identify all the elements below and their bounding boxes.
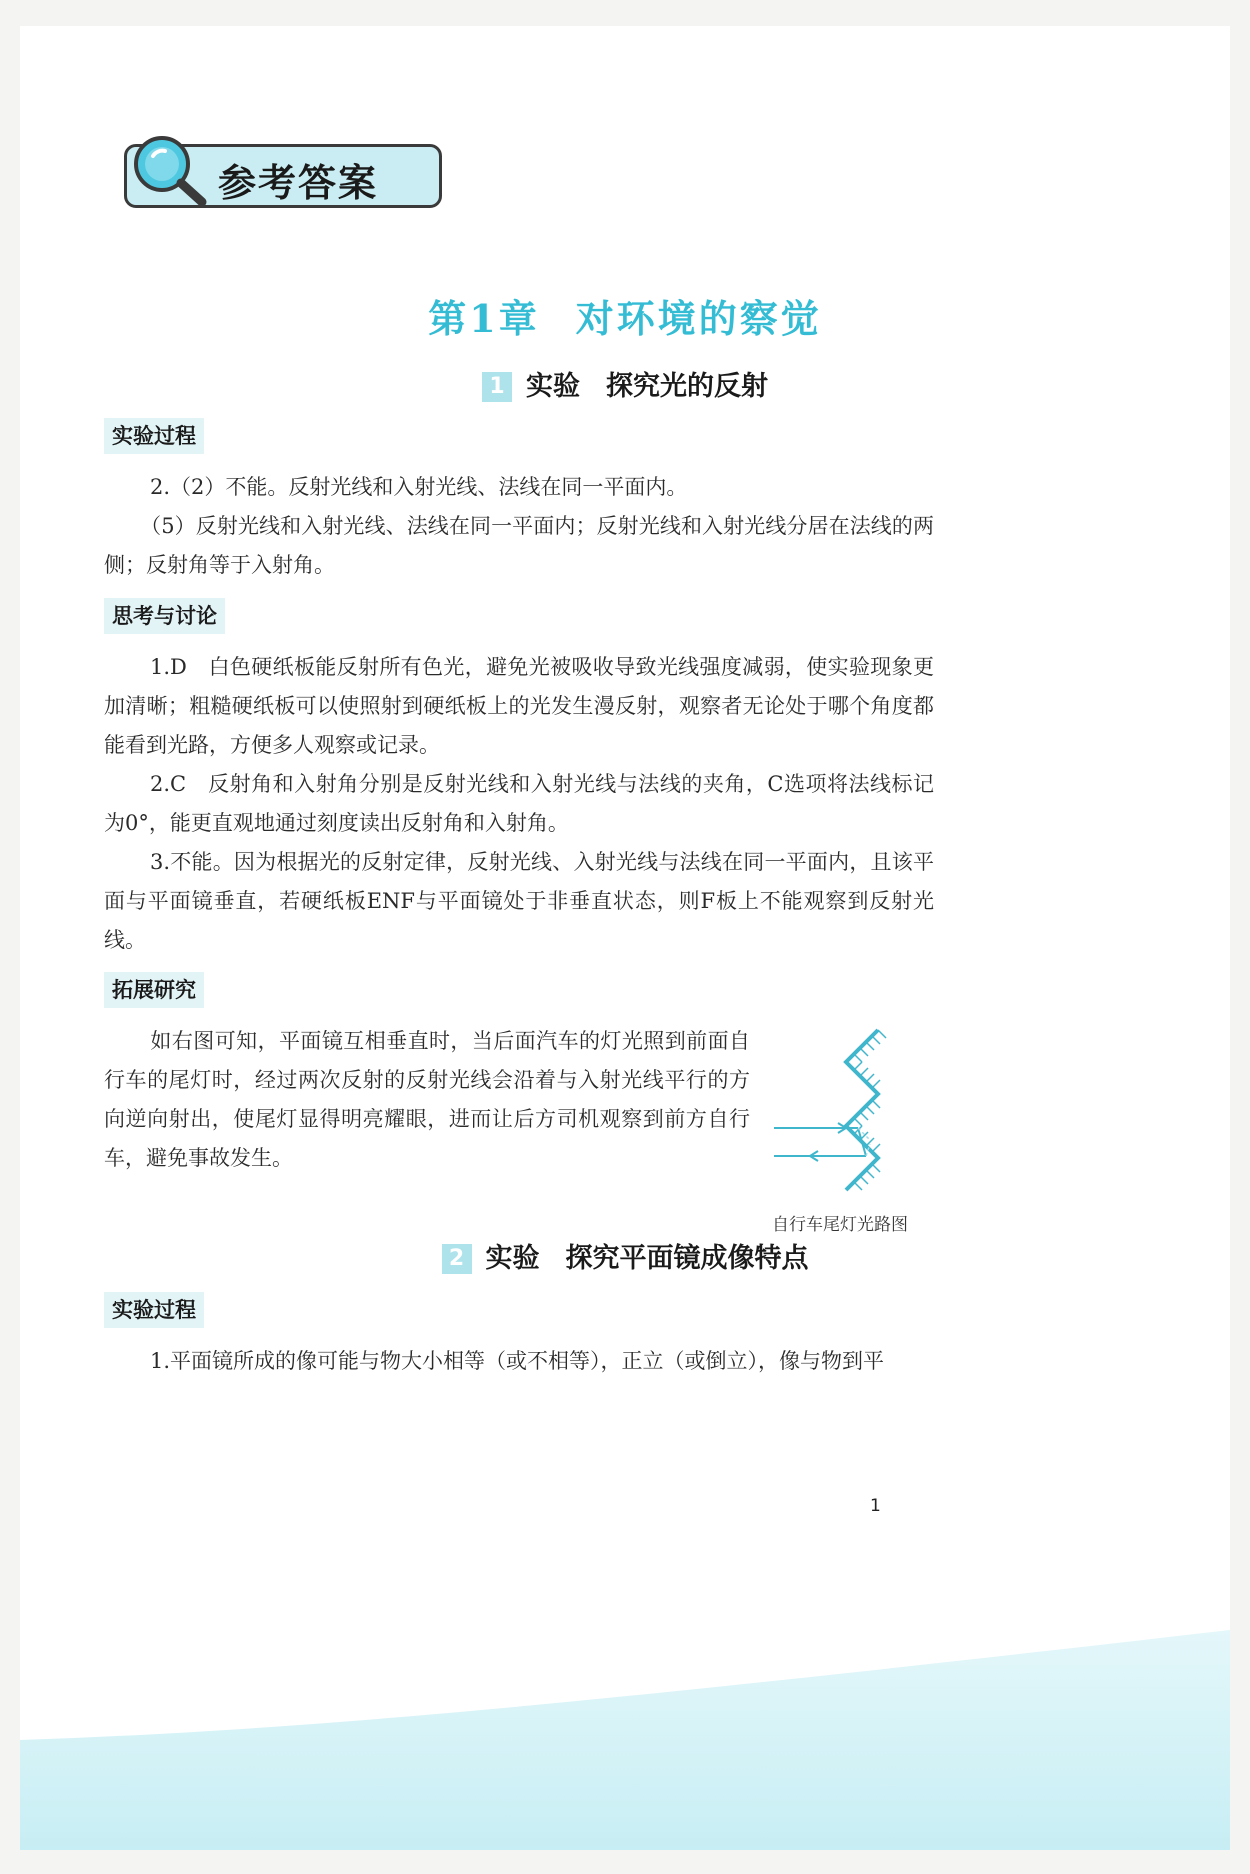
- subheading-process-1: 实验过程: [104, 418, 204, 454]
- magnifier-icon: [126, 132, 216, 212]
- figure-caption: 自行车尾灯光路图: [772, 1215, 908, 1235]
- text-process-2: （5）反射光线和入射光线、法线在同一平面内；反射光线和入射光线分居在法线的两侧；反射角等于入射角。: [104, 514, 934, 577]
- paragraph-extend: [104, 1022, 750, 1178]
- text-process-1: 2.（2）不能。反射光线和入射光线、法线在同一平面内。: [150, 475, 688, 499]
- paragraph-discuss-3: [104, 843, 934, 960]
- page-number: 1: [870, 1496, 881, 1516]
- paragraph-discuss-2: [104, 765, 934, 843]
- subheading-extend: 拓展研究: [104, 972, 204, 1008]
- text-s2-process-1: 1.平面镜所成的像可能与物大小相等（或不相等），正立（或倒立），像与物到平: [150, 1349, 885, 1373]
- subheading-process-2: 实验过程: [104, 1292, 204, 1328]
- chapter-title: 对环境的察觉: [575, 296, 822, 341]
- text-extend: 如右图可知，平面镜互相垂直时，当后面汽车的灯光照到前面自行车的尾灯时，经过两次反射的反射光线会沿着与入射光线平行的方向逆向射出，使尾灯显得明亮耀眼，进而让后方司机观察到前方自行车，避免事故发生。: [104, 1029, 750, 1170]
- paragraph-discuss-1: [104, 648, 934, 765]
- text-discuss-2: 2.C 反射角和入射角分别是反射光线和入射光线与法线的夹角，C选项将法线标记为0°，能更直观地通过刻度读出反射角和入射角。: [104, 772, 934, 835]
- paragraph-process-1: [104, 468, 934, 507]
- section-title-2: 探究平面镜成像特点: [565, 1243, 809, 1274]
- text-discuss-3: 3.不能。因为根据光的反射定律，反射光线、入射光线与法线在同一平面内，且该平面与平面镜垂直，若硬纸板ENF与平面镜处于非垂直状态，则F板上不能观察到反射光线。: [104, 850, 934, 952]
- tail-light-diagram: [774, 1028, 904, 1198]
- chapter-heading: [20, 288, 1230, 343]
- subheading-discuss: 思考与讨论: [104, 598, 225, 634]
- section-heading-1: [20, 364, 1230, 403]
- chapter-number: 第1章: [428, 296, 540, 341]
- section-number-2: 2: [442, 1244, 472, 1274]
- bottom-decor-band: [20, 1590, 1230, 1850]
- page: [20, 26, 1230, 1850]
- section-kind-1: 实验: [526, 371, 580, 402]
- paragraph-process-2: [104, 507, 934, 585]
- section-heading-2: [20, 1236, 1230, 1275]
- paragraph-s2-process-1: [104, 1342, 934, 1381]
- text-discuss-1: 1.D 白色硬纸板能反射所有色光，避免光被吸收导致光线强度减弱，使实验现象更加清晰；粗糙硬纸板可以使照射到硬纸板上的光发生漫反射，观察者无论处于哪个角度都能看到光路，方便多人观察或记录。: [104, 655, 934, 757]
- section-kind-2: 实验: [485, 1243, 540, 1274]
- section-number-1: 1: [482, 372, 512, 402]
- answer-key-title: 参考答案: [218, 161, 379, 205]
- section-title-1: 探究光的反射: [606, 371, 768, 402]
